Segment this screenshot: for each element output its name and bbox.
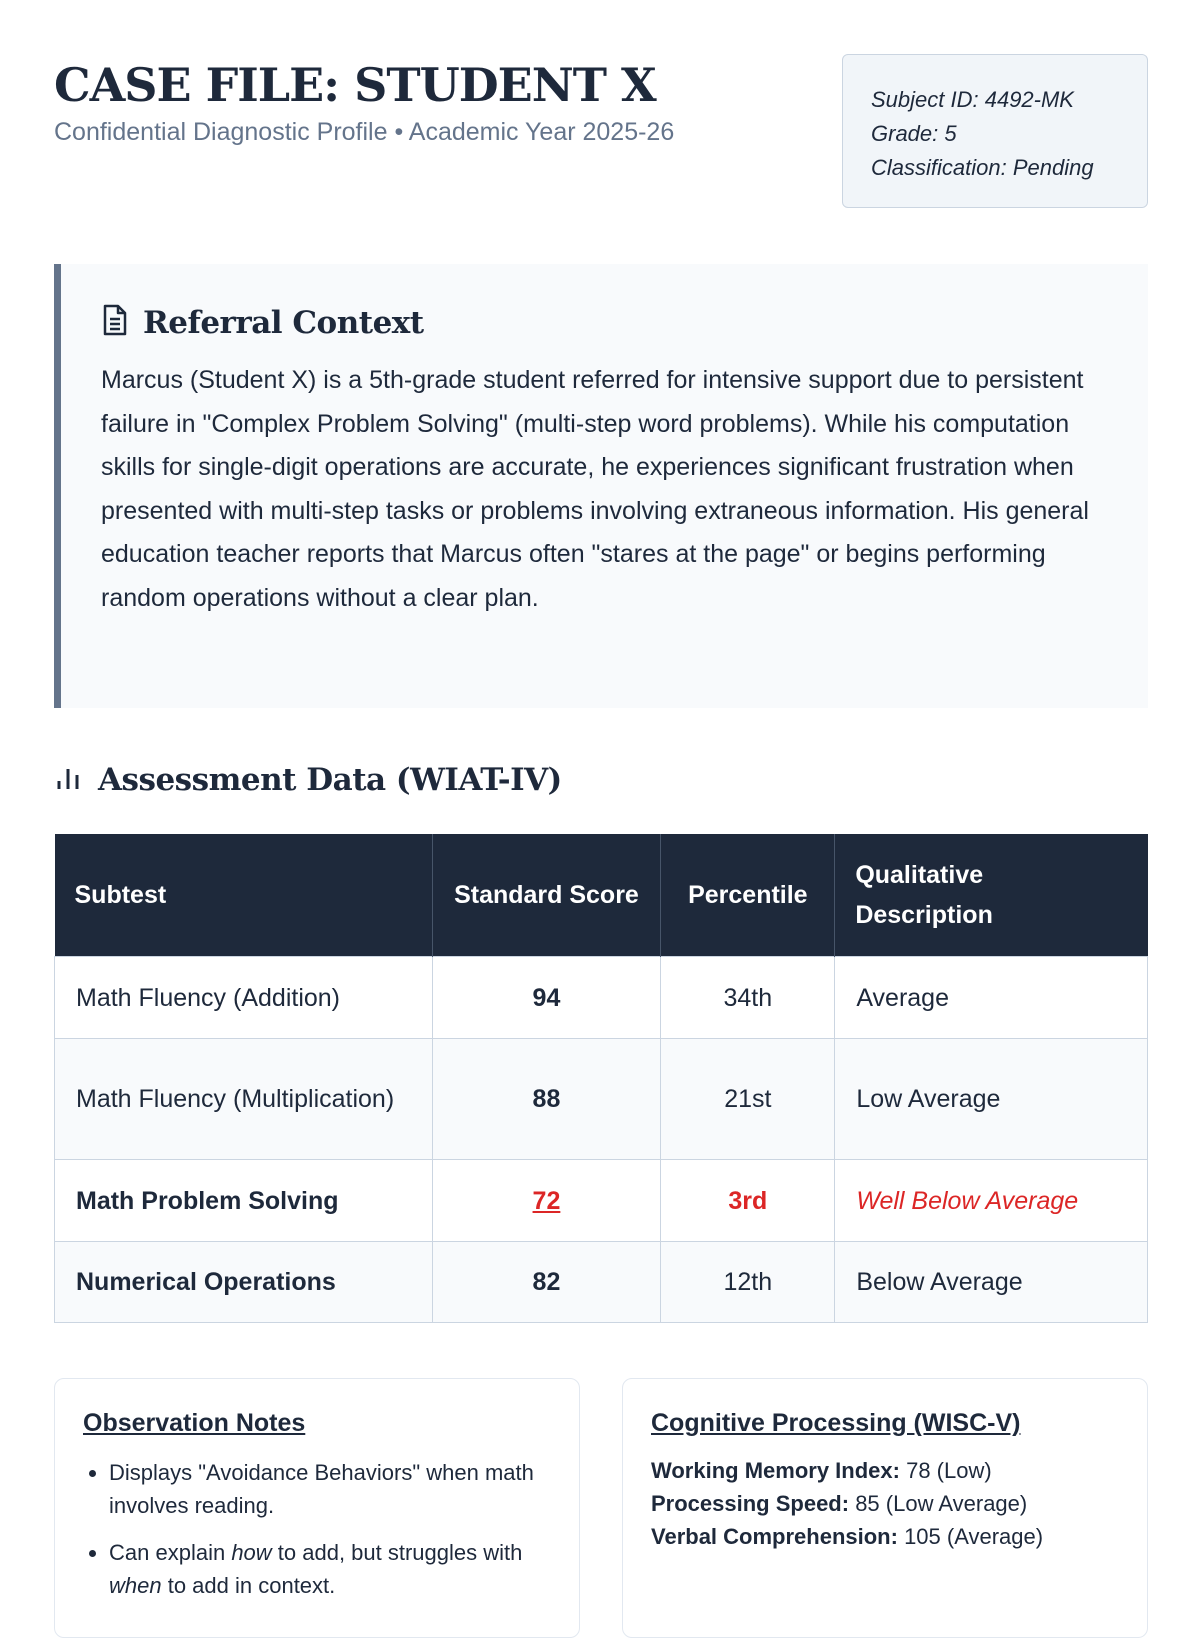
header bbox=[54, 54, 1148, 214]
percentile-cell: 21st bbox=[661, 1039, 835, 1160]
score-cell: 72 bbox=[432, 1160, 661, 1242]
score-cell: 82 bbox=[432, 1242, 661, 1323]
list-item bbox=[651, 1487, 1147, 1520]
page-subtitle: Confidential Diagnostic Profile • Academic Year 2025-26 bbox=[54, 118, 675, 146]
bar-chart-icon bbox=[54, 763, 84, 798]
percentile-cell: 3rd bbox=[661, 1160, 835, 1242]
index-value: 105 (Average) bbox=[897, 1524, 1044, 1549]
list-item bbox=[651, 1520, 1147, 1553]
assessment-heading: Assessment Data (WIAT-IV) bbox=[98, 762, 562, 798]
table-row bbox=[55, 1242, 1148, 1323]
subtest-cell: Math Fluency (Addition) bbox=[55, 957, 433, 1039]
index-value: 78 (Low) bbox=[899, 1458, 992, 1483]
table-row-highlighted bbox=[55, 1160, 1148, 1242]
table-row bbox=[55, 1039, 1148, 1160]
observation-list bbox=[83, 1456, 579, 1602]
description-cell: Below Average bbox=[835, 1242, 1148, 1323]
percentile-cell: 12th bbox=[661, 1242, 835, 1323]
assessment-table bbox=[54, 834, 1148, 1323]
cognitive-processing-card bbox=[622, 1378, 1148, 1638]
subject-id: Subject ID: 4492-MK bbox=[871, 87, 1074, 112]
list-item: • Displays "Avoidance Behaviors" when math involves reading. bbox=[109, 1456, 579, 1522]
subject-grade: Grade: 5 bbox=[871, 121, 957, 146]
referral-header bbox=[101, 304, 1108, 341]
col-subtest: Subtest bbox=[55, 834, 433, 957]
note-emphasis: when bbox=[109, 1573, 162, 1598]
index-label: Verbal Comprehension: bbox=[651, 1524, 898, 1549]
description-cell: Well Below Average bbox=[835, 1160, 1148, 1242]
assessment-header bbox=[54, 762, 562, 798]
index-label: Processing Speed: bbox=[651, 1491, 850, 1516]
referral-body: Marcus (Student X) is a 5th-grade student referred for intensive support due to persistent failure in "Complex Problem Solving" (multi-step word problems). While his computation skills for single-digit operations are accurate, he experiences significant frustration when presented with multi-step tasks or problems involving extraneous information. His general education teacher reports that Marcus often "stares at the page" or begins performing random operations without a clear plan. bbox=[101, 366, 1089, 612]
note-text: to add, but struggles with bbox=[271, 1540, 523, 1565]
page-title: CASE FILE: STUDENT X bbox=[54, 58, 656, 112]
document-icon bbox=[101, 304, 129, 341]
referral-context-section bbox=[54, 264, 1148, 708]
col-percentile: Percentile bbox=[661, 834, 835, 957]
cognitive-list bbox=[651, 1454, 1147, 1553]
assessment-table-wrap bbox=[54, 834, 1148, 1323]
subject-info-box bbox=[842, 54, 1148, 208]
subtest-cell: Math Fluency (Multiplication) bbox=[55, 1039, 433, 1160]
table-row bbox=[55, 957, 1148, 1039]
subtest-cell: Numerical Operations bbox=[55, 1242, 433, 1323]
index-label: Working Memory Index: bbox=[651, 1458, 900, 1483]
note-text: to add in context. bbox=[161, 1573, 336, 1598]
col-qualitative-description: Qualitative Description bbox=[835, 834, 1148, 957]
subtest-cell: Math Problem Solving bbox=[55, 1160, 433, 1242]
cognitive-heading: Cognitive Processing (WISC-V) bbox=[651, 1409, 1021, 1437]
list-item bbox=[651, 1454, 1147, 1487]
note-emphasis: how bbox=[231, 1540, 272, 1565]
observation-heading: Observation Notes bbox=[83, 1409, 306, 1437]
score-cell: 88 bbox=[432, 1039, 661, 1160]
note-text: Can explain bbox=[109, 1540, 232, 1565]
subject-classification: Classification: Pending bbox=[871, 155, 1094, 180]
description-cell: Low Average bbox=[835, 1039, 1148, 1160]
col-standard-score: Standard Score bbox=[432, 834, 661, 957]
score-cell: 94 bbox=[432, 957, 661, 1039]
percentile-cell: 34th bbox=[661, 957, 835, 1039]
referral-heading: Referral Context bbox=[143, 304, 424, 341]
observation-notes-card bbox=[54, 1378, 580, 1638]
description-cell: Average bbox=[835, 957, 1148, 1039]
table-header-row bbox=[55, 834, 1148, 957]
list-item bbox=[109, 1536, 579, 1602]
index-value: 85 (Low Average) bbox=[849, 1491, 1028, 1516]
